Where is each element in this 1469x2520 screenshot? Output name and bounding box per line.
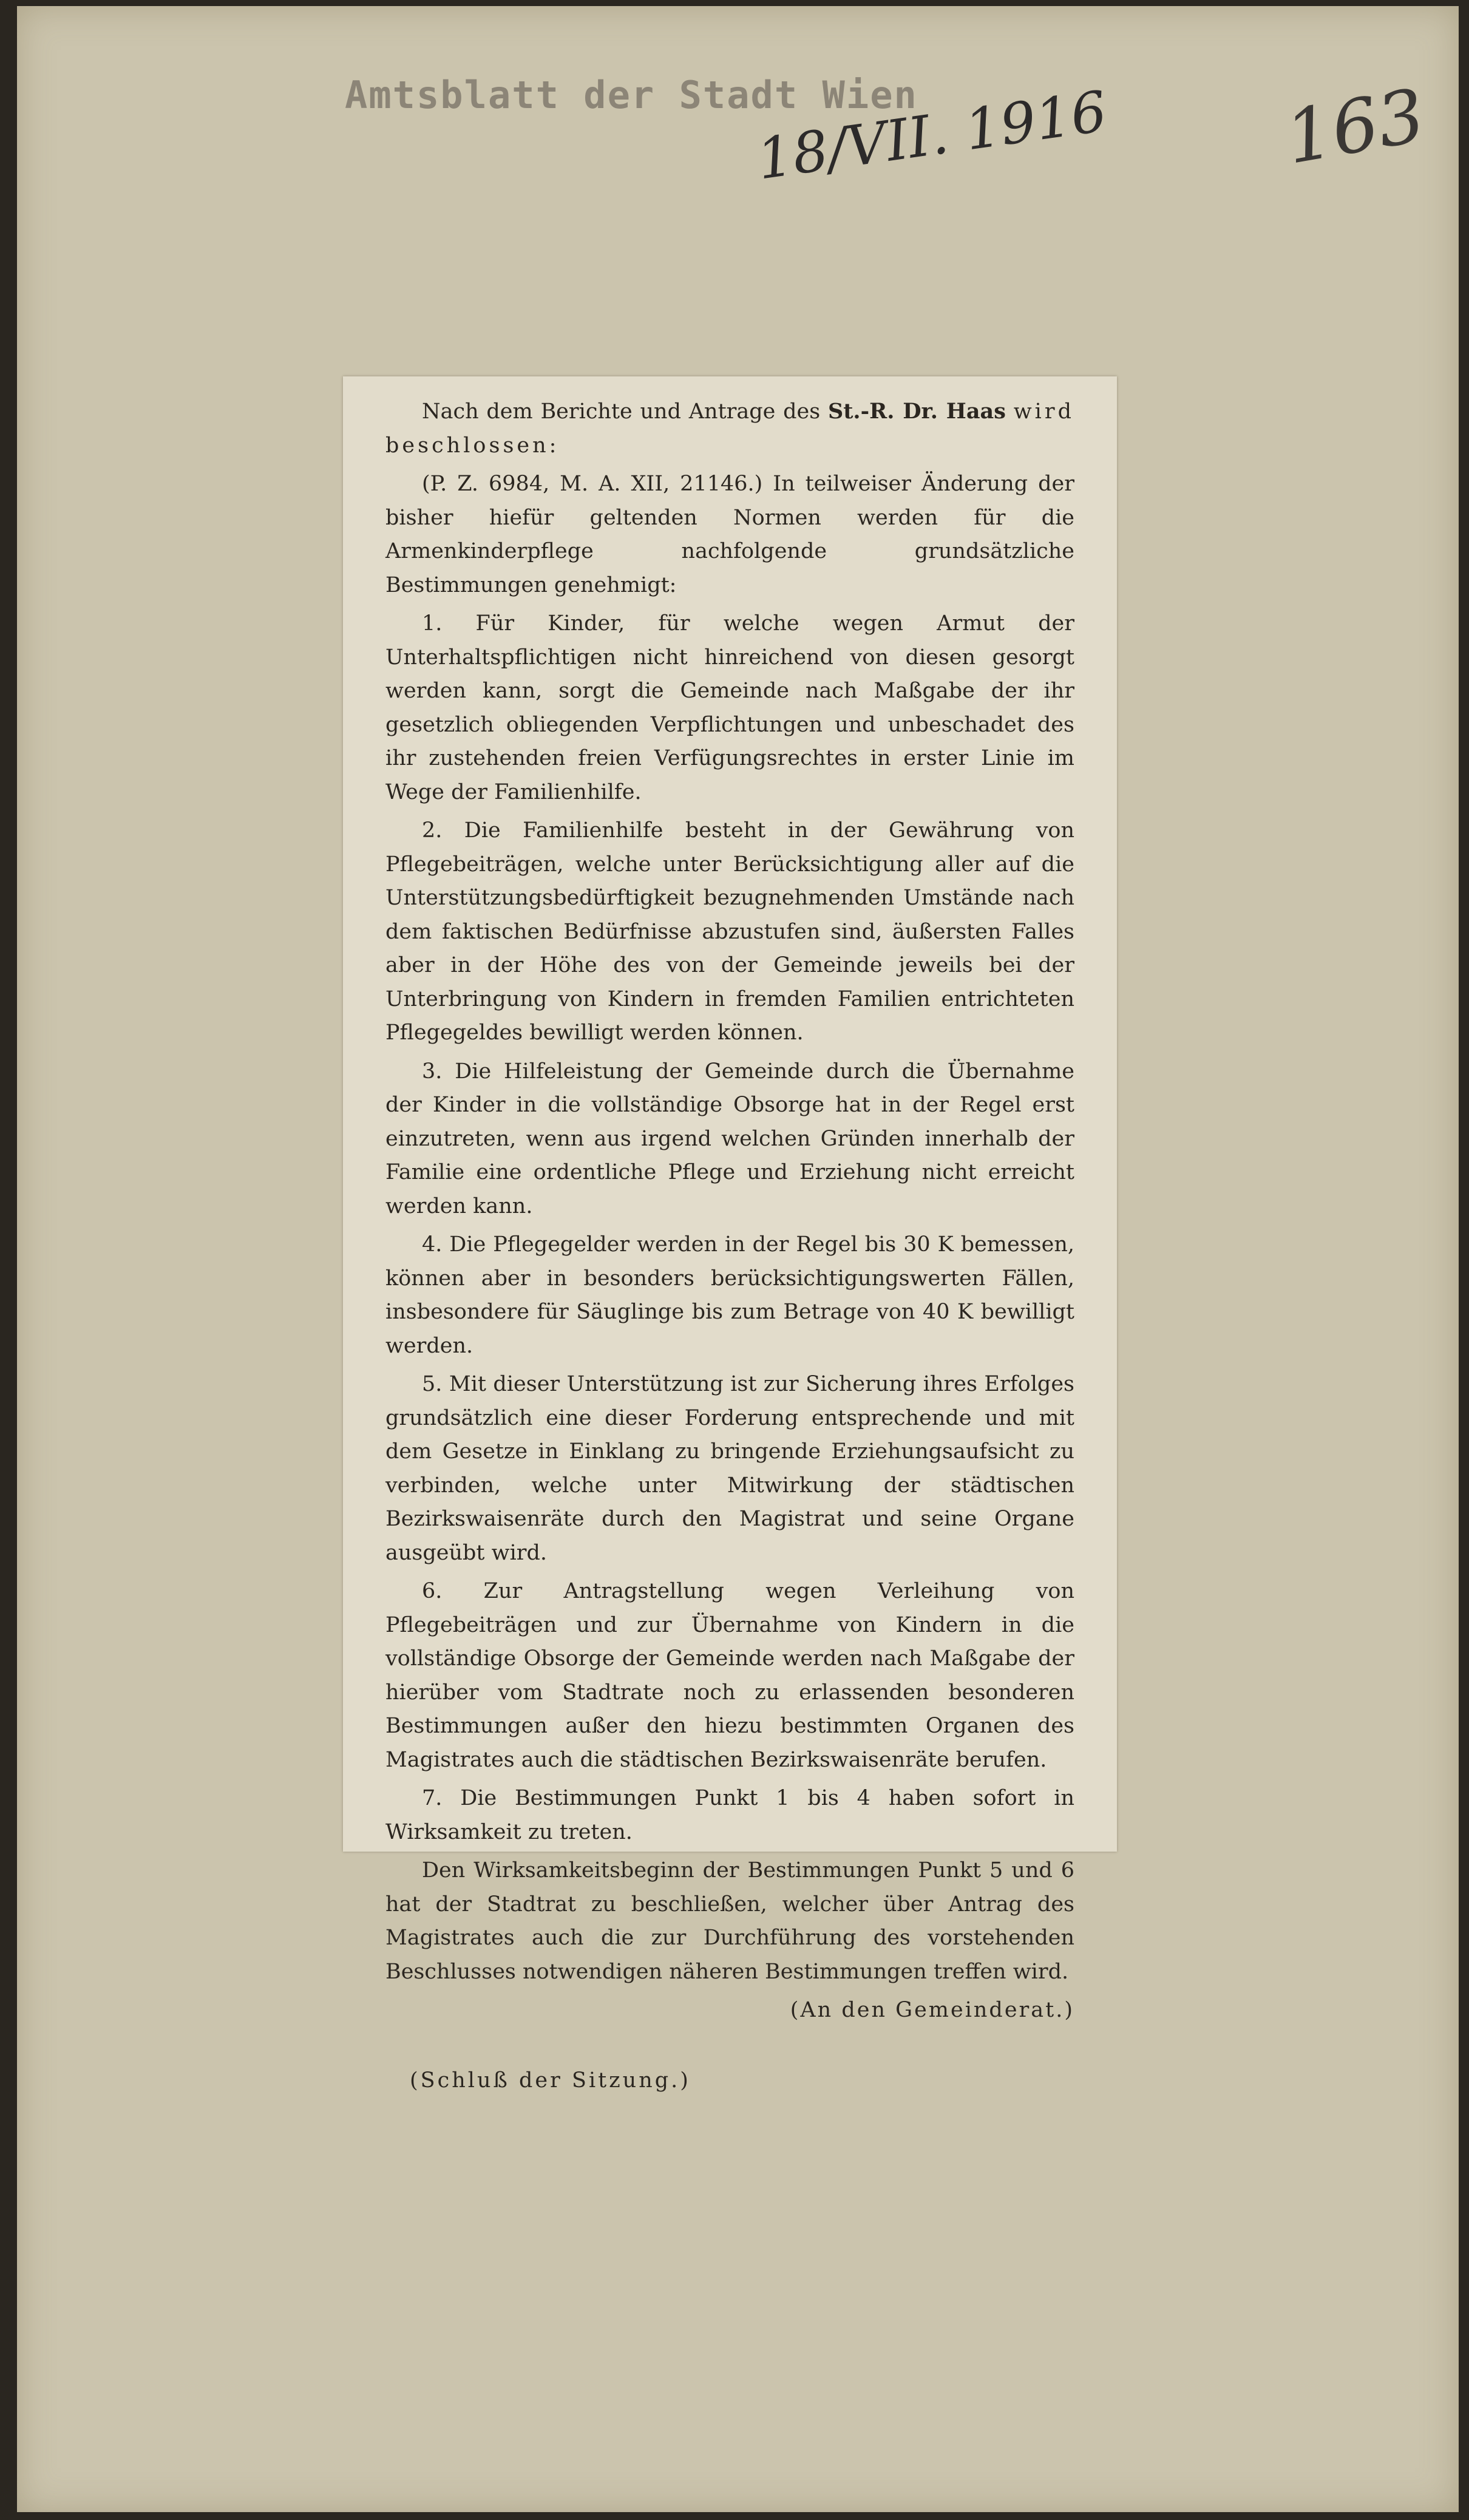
newspaper-clipping: [343, 376, 1117, 2093]
handwritten-date: 18/VII. 1916: [753, 78, 1111, 192]
source-stamp: Amtsblatt der Stadt Wien: [345, 73, 918, 117]
paragraph-point-1: 1. Für Kinder, für welche wegen Armut der Unterhaltspflichtigen nicht hinreichend von diesen gesorgt werden kann, sorgt die Gemeinde nach Maßgabe der ihr gesetzlich obliegenden Verpflichtungen und unbeschadet des ihr zustehenden freien Verfügungsrechtes in erster Linie im Wege der Familienhilfe.: [385, 611, 1074, 804]
resolved-label: wird beschlossen:: [385, 399, 1074, 458]
paragraph-effective-date: Den Wirksamkeitsbeginn der Bestimmungen Punkt 5 und 6 hat der Stadtrat zu beschließen, welcher über Antrag des Magistrates auch die zur Durchführung des vorstehenden Beschlusses notwendigen näheren Bestimmungen treffen wird.: [385, 1858, 1074, 1984]
paragraph-preamble: (P. Z. 6984, M. A. XII, 21146.) In teilweiser Änderung der bisher hiefür geltenden Normen werden für die Armenkinderpflege nachfolgende grundsätzliche Bestimmungen genehmigt:: [385, 472, 1074, 597]
paragraph-point-4: 4. Die Pflegegelder werden in der Regel bis 30 K bemessen, können aber in besonders berücksichtigungswerten Fällen, insbesondere für Säuglinge bis zum Betrage von 40 K bewilligt werden.: [385, 1232, 1074, 1358]
paragraph-point-6: 6. Zur Antragstellung wegen Verleihung von Pflegebeiträgen und zur Übernahme von Kindern in die vollständige Obsorge der Gemeinde werden nach Maßgabe der hierüber vom Stadtrate noch zu erlassenden besonderen Bestimmungen außer den hiezu bestimmten Organen des Magistrates auch die städtischen Bezirkswaisenräte berufen.: [385, 1579, 1074, 1772]
folio-number: 163: [1279, 73, 1431, 181]
addressee-note: (An den Gemeinderat.): [790, 1998, 1074, 2022]
rapporteur-name: St.-R. Dr. Haas: [827, 399, 1006, 424]
session-closing: (Schluß der Sitzung.): [410, 2068, 691, 2093]
intro-text: Nach dem Berichte und Antrage des: [422, 399, 821, 424]
intro-paragraph: [385, 395, 1074, 463]
paragraph-point-2: 2. Die Familienhilfe besteht in der Gewährung von Pflegebeiträgen, welche unter Berücksichtigung aller auf die Unterstützungsbedürftigkeit bezugnehmenden Umstände nach dem faktischen Bedürfnisse abzustufen sind, äußersten Falles aber in der Höhe des von der Gemeinde jeweils bei der Unterbringung von Kindern in fremden Familien entrichteten Pflegegeldes bewilligt werden können.: [385, 818, 1074, 1045]
paragraph-point-3: 3. Die Hilfeleistung der Gemeinde durch die Übernahme der Kinder in die vollständige Obsorge hat in der Regel erst einzutreten, wenn aus irgend welchen Gründen innerhalb der Familie eine ordentliche Pflege und Erziehung nicht erreicht werden kann.: [385, 1059, 1074, 1218]
paragraph-point-7: 7. Die Bestimmungen Punkt 1 bis 4 haben sofort in Wirksamkeit zu treten.: [385, 1786, 1074, 1844]
paragraph-point-5: 5. Mit dieser Unterstützung ist zur Sicherung ihres Erfolges grundsätzlich eine dieser Forderung entsprechende und mit dem Gesetze in Einklang zu bringende Erziehungsaufsicht zu verbinden, welche unter Mitwirkung der städtischen Bezirkswaisenräte durch den Magistrat und seine Organe ausgeübt wird.: [385, 1372, 1074, 1565]
